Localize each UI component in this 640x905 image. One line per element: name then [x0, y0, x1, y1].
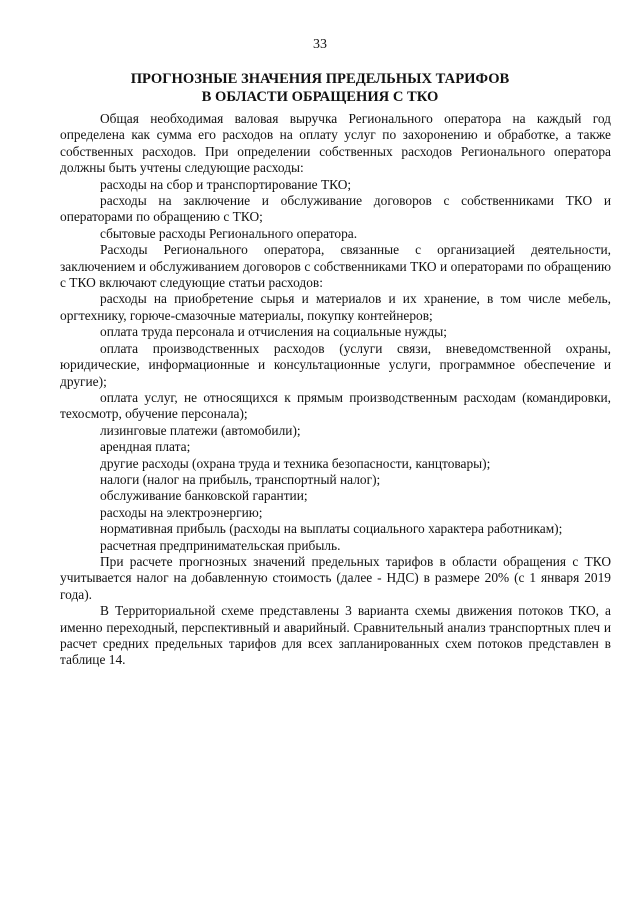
list-item: нормативная прибыль (расходы на выплаты социального характера работникам);: [100, 521, 563, 537]
paragraph-territorial-scheme: В Территориальной схеме представлены 3 варианта схемы движения потоков ТКО, а именно переходный, перспективный и аварийный. Сравнительный анализ транспортных плеч и расчет средних предельных тарифов для всех запланированных схем потоков представлен в таблице 14.: [60, 603, 611, 668]
list-item: оплата труда персонала и отчисления на социальные нужды;: [100, 324, 447, 340]
section-title: [60, 70, 580, 106]
list-item: налоги (налог на прибыль, транспортный налог);: [100, 471, 381, 487]
paragraph-intro: Общая необходимая валовая выручка Регионального оператора на каждый год определена как сумма его расходов на оплату услуг по захоронению и обработке, а также собственных расходов. При определении собственных расходов Регионального оператора должны быть учтены следующие расходы:: [60, 111, 611, 176]
section-title-line-2: В ОБЛАСТИ ОБРАЩЕНИЯ С ТКО: [201, 89, 439, 105]
list-item: арендная плата;: [100, 439, 191, 455]
list-item: лизинговые платежи (автомобили);: [100, 422, 301, 438]
list-item: расходы на сбор и транспортирование ТКО;: [100, 176, 352, 192]
list-item: оплата услуг, не относящихся к прямым производственным расходам (командировки, техосмотр, обучение персонала);: [60, 389, 611, 422]
list-item: расходы на электроэнергию;: [100, 504, 263, 520]
paragraph-vat: При расчете прогнозных значений предельных тарифов в области обращения с ТКО учитывается налог на добавленную стоимость (далее - НДС) в размере 20% (с 1 января 2019 года).: [60, 553, 611, 602]
section-title-line-1: ПРОГНОЗНЫЕ ЗНАЧЕНИЯ ПРЕДЕЛЬНЫХ ТАРИФОВ: [130, 71, 510, 87]
paragraph-expenses: Расходы Регионального оператора, связанные с организацией деятельности, заключением и обслуживанием договоров с собственниками ТКО и операторами по обращению с ТКО включают следующие статьи расходов:: [60, 242, 611, 291]
list-item: обслуживание банковской гарантии;: [100, 488, 308, 504]
list-item: расходы на приобретение сырья и материалов и их хранение, в том числе мебель, оргтехнику, горюче-смазочные материалы, покупку контейнеров;: [60, 291, 611, 323]
list-item: расходы на заключение и обслуживание договоров с собственниками ТКО и операторами по обращению с ТКО;: [60, 193, 611, 225]
list-item: оплата производственных расходов (услуги связи, вневедомственной охраны, юридические, информационные и консультационные услуги, программное обеспечение и другие);: [60, 340, 611, 389]
list-item: расчетная предпринимательская прибыль.: [100, 537, 341, 553]
list-item: сбытовые расходы Регионального оператора.: [100, 225, 358, 241]
page-number: 33: [313, 37, 327, 52]
list-item: другие расходы (охрана труда и техника безопасности, канцтовары);: [100, 455, 491, 471]
document-body: [60, 111, 611, 669]
